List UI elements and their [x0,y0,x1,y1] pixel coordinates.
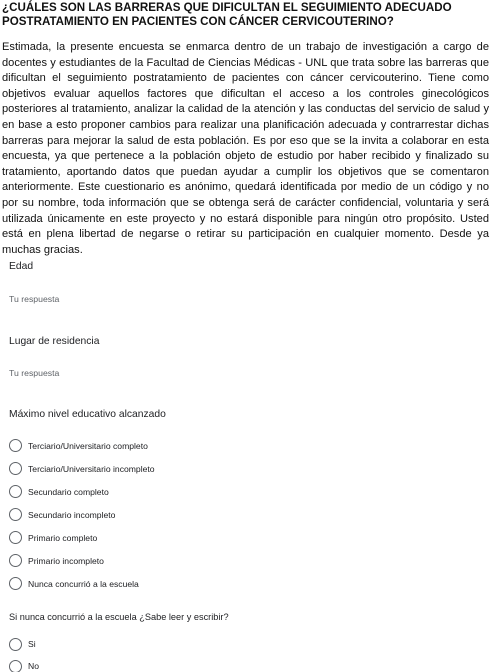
radio-button[interactable] [9,462,22,475]
option-label: Terciario/Universitario incompleto [28,463,155,474]
literacy-option-si[interactable] [9,633,39,655]
question-age-label: Edad [9,261,34,272]
radio-button[interactable] [9,485,22,498]
education-options [9,434,155,595]
education-option[interactable] [9,480,155,503]
education-option[interactable] [9,434,155,457]
education-option[interactable] [9,457,155,480]
question-literacy-label: Si nunca concurrió a la escuela ¿Sabe leer y escribir? [9,612,229,622]
education-option[interactable] [9,503,155,526]
question-residence-label: Lugar de residencia [9,336,100,347]
form-description: Estimada, la presente encuesta se enmarca dentro de un trabajo de investigación a cargo de docentes y estudiantes de la Facultad de Ciencias Médicas - UNL que trata sobre las barreras que dificultan el seguimiento postratamiento de pacientes con cáncer cervicouterino. Tiene como objetivos evaluar aquellos factores que dificultan el acceso a los controles ginecológicos posteriores al tratamiento, analizar la calidad de la atención y las conductas del servicio de salud y en base a esto proponer cambios para realizar una planificación adecuada y contrarrestar dichas barreras para mejorar la salud de esta población. Es por eso que se la invita a colaborar en esta encuesta, ya que pertenece a la población objeto de estudio por haber recibido y finalizado su tratamiento, aportando datos que puedan ayudar a cumplir los objetivos que se comentaron anteriormente. Este cuestionario es anónimo, quedará identificada por medio de un código y no por su nombre, toda información que se obtenga será de carácter confidencial, voluntaria y será utilizada únicamente en este proyecto y no estará disponible para ningún otro propósito. Usted está en plena libertad de negarse o retirar su participación en cualquier momento. Desde ya muchas gracias. [2,41,489,256]
option-label: Secundario completo [28,486,109,497]
education-option[interactable] [9,549,155,572]
form-title: ¿CUÁLES SON LAS BARRERAS QUE DIFICULTAN EL SEGUIMIENTO ADECUADO POSTRATAMIENTO EN PACIENTES CON CÁNCER CERVICOUTERINO? [2,1,452,28]
option-label: Primario completo [28,532,98,543]
radio-button[interactable] [9,531,22,544]
education-option[interactable] [9,572,155,595]
radio-button[interactable] [9,577,22,590]
age-input[interactable]: Tu respuesta [9,294,60,304]
option-label: Si [28,639,36,649]
option-label: Terciario/Universitario completo [28,440,148,451]
radio-button[interactable] [9,439,22,452]
option-label: No [28,661,39,671]
radio-button[interactable] [9,554,22,567]
question-education-label: Máximo nivel educativo alcanzado [9,409,166,420]
education-option[interactable] [9,526,155,549]
option-label: Nunca concurrió a la escuela [28,578,139,589]
radio-button[interactable] [9,660,22,672]
option-label: Secundario incompleto [28,509,116,520]
option-label: Primario incompleto [28,555,104,566]
literacy-options [9,633,39,672]
radio-button[interactable] [9,508,22,521]
radio-button[interactable] [9,638,22,651]
literacy-option-no[interactable] [9,655,39,672]
residence-input[interactable]: Tu respuesta [9,368,60,378]
